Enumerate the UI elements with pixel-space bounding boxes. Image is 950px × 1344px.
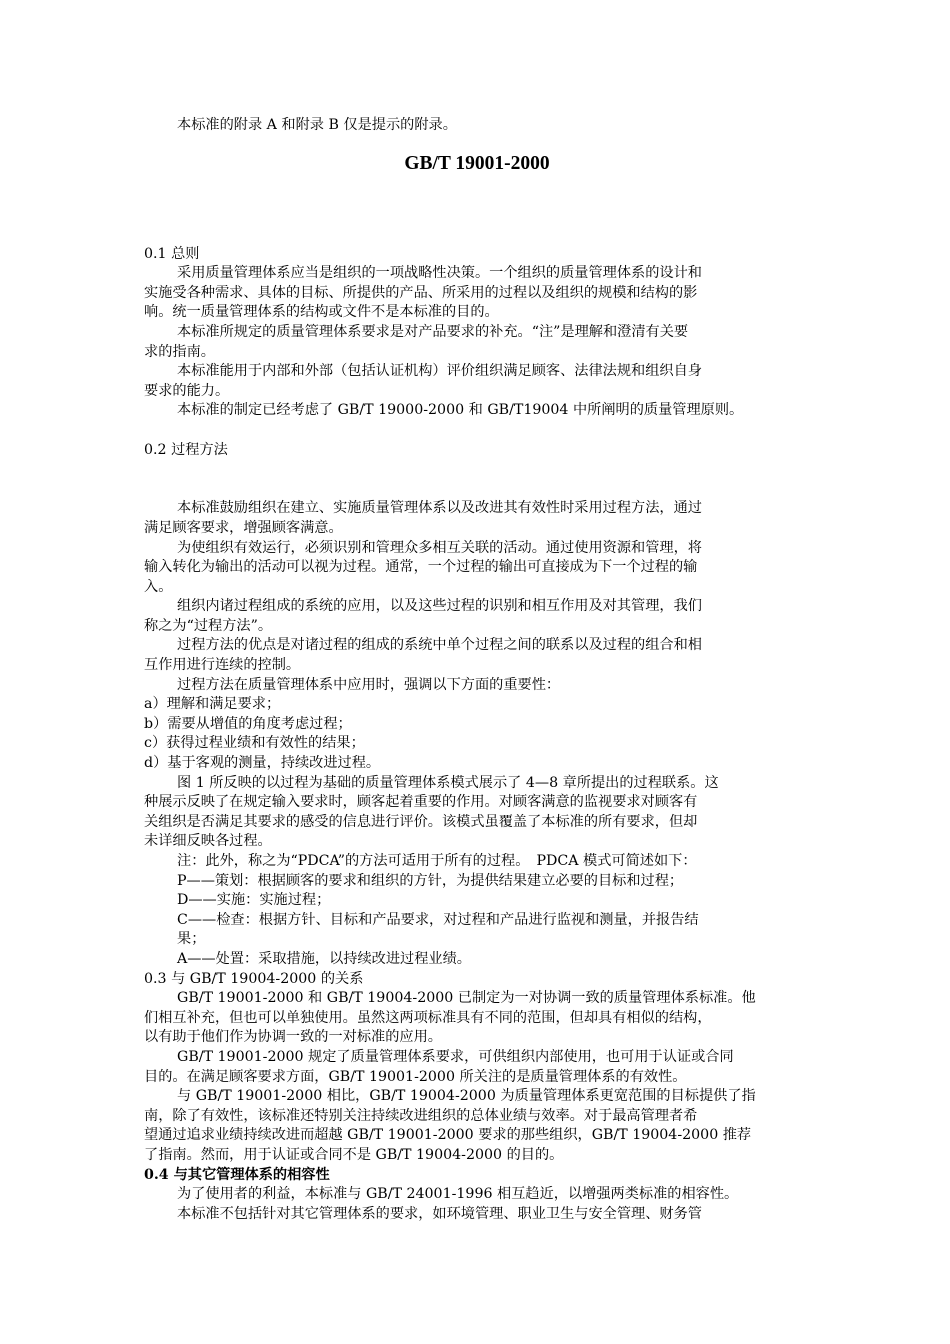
list-item-d: d）基于客观的测量，持续改进过程。 xyxy=(144,755,381,772)
text-line: 们相互补充，但也可以单独使用。虽然这两项标准具有不同的范围，但却具有相似的结构， xyxy=(144,1009,712,1026)
pdca-plan: P——策划：根据顾客的要求和组织的方针，为提供结果建立必要的目标和过程； xyxy=(177,872,684,889)
text-line: 实施受各种需求、具体的目标、所提供的产品、所采用的过程以及组织的规模和结构的影 xyxy=(144,284,698,301)
document-body xyxy=(144,116,810,1224)
text-line: 响。统一质量管理体系的结构或文件不是本标准的目的。 xyxy=(144,304,499,321)
text-line: 本标准的制定已经考虑了 GB/T 19000-2000 和 GB/T19004 中所阐明的质量管理原则。 xyxy=(177,402,744,419)
section-heading-0-2: 0.2 过程方法 xyxy=(144,441,228,458)
text-line: 望通过追求业绩持续改进而超越 GB/T 19001-2000 要求的那些组织，GB/T 19004-2000 推荐 xyxy=(144,1127,752,1144)
text-line: 为使组织有效运行，必须识别和管理众多相互关联的活动。通过使用资源和管理，将 xyxy=(177,539,702,556)
pdca-check: C——检查：根据方针、目标和产品要求，对过程和产品进行监视和测量，并报告结 xyxy=(177,911,699,928)
text-line: 组织内诸过程组成的系统的应用，以及这些过程的识别和相互作用及对其管理，我们 xyxy=(177,598,702,615)
text-line: 关组织是否满足其要求的感受的信息进行评价。该模式虽覆盖了本标准的所有要求，但却 xyxy=(144,813,698,830)
text-line: 本标准不包括针对其它管理体系的要求，如环境管理、职业卫生与安全管理、财务管 xyxy=(177,1205,702,1222)
text-line: 要求的能力。 xyxy=(144,382,230,399)
pdca-do: D——实施：实施过程； xyxy=(177,892,331,909)
pdca-check-cont: 果； xyxy=(177,931,206,948)
text-line: 本标准能用于内部和外部（包括认证机构）评价组织满足顾客、法律法规和组织自身 xyxy=(177,363,702,380)
text-line: 采用质量管理体系应当是组织的一项战略性决策。一个组织的质量管理体系的设计和 xyxy=(177,265,702,282)
intro-paragraph: 本标准的附录 A 和附录 B 仅是提示的附录。 xyxy=(177,117,457,133)
text-line: 图 1 所反映的以过程为基础的质量管理体系模式展示了 4—8 章所提出的过程联系。这 xyxy=(177,774,719,791)
text-line: 未详细反映各过程。 xyxy=(144,833,272,850)
pdca-act: A——处置：采取措施，以持续改进过程业绩。 xyxy=(177,950,471,967)
text-line: 本标准鼓励组织在建立、实施质量管理体系以及改进其有效性时采用过程方法，通过 xyxy=(177,500,702,517)
text-line: 南，除了有效性，该标准还特别关注持续改进组织的总体业绩与效率。对于最高管理者希 xyxy=(144,1107,698,1124)
text-line: 本标准所规定的质量管理体系要求是对产品要求的补充。“注”是理解和澄清有关要 xyxy=(177,323,689,340)
text-line: 满足顾客要求，增强顾客满意。 xyxy=(144,519,343,536)
list-item-c: c）获得过程业绩和有效性的结果； xyxy=(144,735,365,752)
text-line: 种展示反映了在规定输入要求时，顾客起着重要的作用。对顾客满意的监视要求对顾客有 xyxy=(144,794,698,811)
text-line: 为了使用者的利益，本标准与 GB/T 24001-1996 相互趋近，以增强两类标准的相容性。 xyxy=(177,1186,739,1203)
text-line: 了指南。然而，用于认证或合同不是 GB/T 19004-2000 的目的。 xyxy=(144,1146,564,1163)
text-line: 称之为“过程方法”。 xyxy=(144,617,273,634)
text-line: GB/T 19001-2000 和 GB/T 19004-2000 已制定为一对协调一致的质量管理体系标准。他 xyxy=(177,990,756,1007)
document-title: GB/T 19001-2000 xyxy=(404,152,550,174)
section-heading-0-4: 0.4 与其它管理体系的相容性 xyxy=(144,1166,330,1183)
section-heading-0-3: 0.3 与 GB/T 19004-2000 的关系 xyxy=(144,970,364,987)
text-line: 目的。在满足顾客要求方面，GB/T 19001-2000 所关注的是质量管理体系的有效性。 xyxy=(144,1068,687,1085)
text-line: 过程方法的优点是对诸过程的组成的系统中单个过程之间的联系以及过程的组合和相 xyxy=(177,637,702,654)
section-heading-0-1: 0.1 总则 xyxy=(144,245,200,262)
text-line: 入。 xyxy=(144,578,173,595)
text-line: 与 GB/T 19001-2000 相比，GB/T 19004-2000 为质量管理体系更宽范围的目标提供了指 xyxy=(177,1088,756,1105)
text-line: 互作用进行连续的控制。 xyxy=(144,657,301,674)
list-item-b: b）需要从增值的角度考虑过程； xyxy=(144,715,352,732)
text-line: 过程方法在质量管理体系中应用时，强调以下方面的重要性： xyxy=(177,676,561,693)
text-line: 求的指南。 xyxy=(144,343,215,360)
note-line: 注：此外，称之为“PDCA”的方法可适用于所有的过程。 PDCA 模式可简述如下： xyxy=(177,853,697,869)
text-line: GB/T 19001-2000 规定了质量管理体系要求，可供组织内部使用，也可用于认证或合同 xyxy=(177,1048,734,1065)
list-item-a: a）理解和满足要求； xyxy=(144,696,281,713)
text-line: 输入转化为输出的活动可以视为过程。通常，一个过程的输出可直接成为下一个过程的输 xyxy=(144,559,698,576)
text-line: 以有助于他们作为协调一致的一对标准的应用。 xyxy=(144,1029,442,1046)
